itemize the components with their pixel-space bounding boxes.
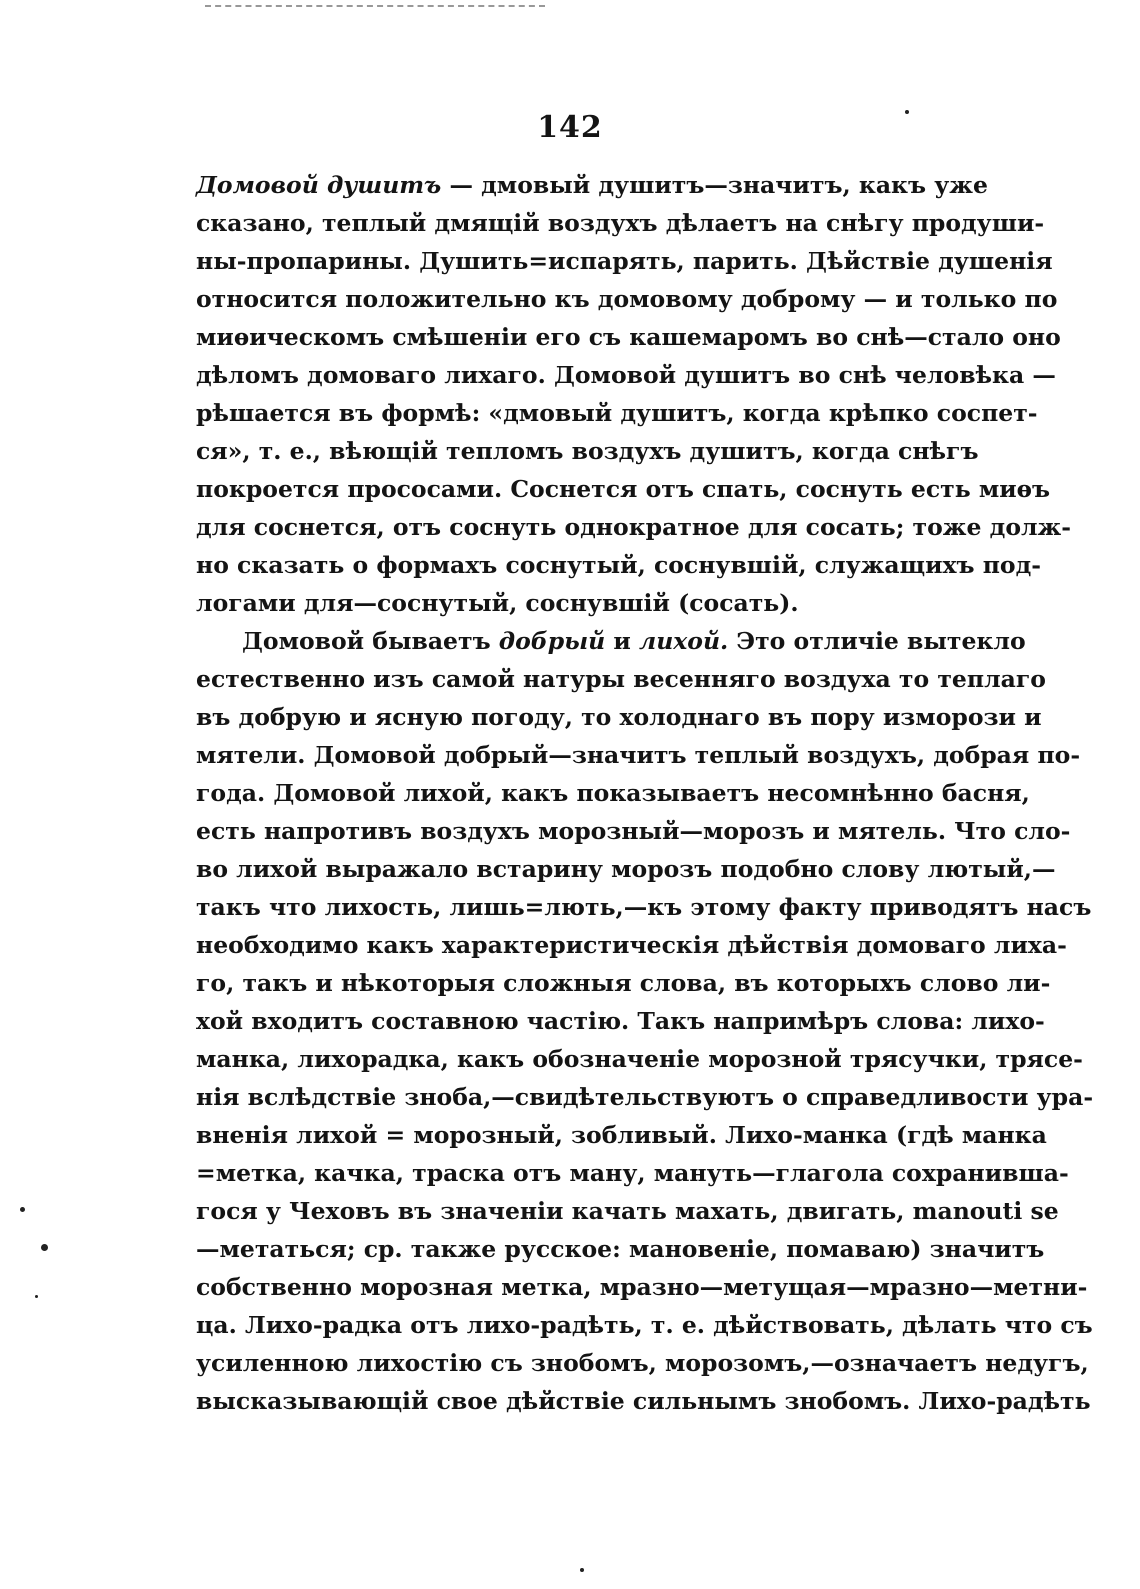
text-line	[196, 1040, 1083, 1078]
text-run: сказано, теплый дмящій воздухъ дѣлаетъ на снѣгу продуши-	[196, 209, 1045, 237]
text-run: такъ что лихость, лишь=лють,—къ этому факту приводятъ насъ	[196, 893, 1092, 921]
text-run: вненія лихой = морозный, зобливый. Лихо-манка (гдѣ манка	[196, 1121, 1047, 1149]
text-run: покроется прососами. Соснется отъ спать, соснуть есть миѳъ	[196, 475, 1051, 503]
text-run: рѣшается въ формѣ: «дмовый душитъ, когда крѣпко соспет-	[196, 399, 1038, 427]
text-line	[196, 888, 1092, 926]
text-line	[196, 470, 1051, 508]
text-run: дѣломъ домоваго лихаго. Домовой душитъ во снѣ человѣка —	[196, 361, 1056, 389]
text-run: есть напротивъ воздухъ морозный—морозъ и мятель. Что сло-	[196, 817, 1071, 845]
page-number: 142	[537, 110, 603, 145]
text-line	[196, 1230, 1045, 1268]
text-run: и	[605, 627, 639, 655]
body-text	[196, 166, 1094, 1420]
text-line	[196, 546, 1042, 584]
speck-5	[580, 1568, 584, 1572]
text-run: —метаться; ср. также русское: мановеніе, помаваю) значитъ	[196, 1235, 1045, 1263]
text-line	[196, 1268, 1088, 1306]
text-line	[196, 926, 1067, 964]
text-run: хой входитъ составною частію. Такъ напримѣръ слова: лихо-	[196, 1007, 1045, 1035]
speck-2	[20, 1207, 25, 1212]
text-run: высказывающій свое дѣйствіе сильнымъ знобомъ. Лихо-радѣть	[196, 1387, 1091, 1415]
text-line	[196, 318, 1061, 356]
text-run: необходимо какъ характеристическія дѣйствія домоваго лиха-	[196, 931, 1067, 959]
text-line	[196, 204, 1045, 242]
text-line	[196, 1116, 1047, 1154]
text-run: для соснется, отъ соснуть однократное для сосать; тоже долж-	[196, 513, 1072, 541]
text-line	[196, 1306, 1093, 1344]
text-line	[196, 850, 1056, 888]
text-line	[196, 356, 1056, 394]
text-run: гося у Чеховъ въ значеніи качать махать, двигать, manouti se	[196, 1197, 1059, 1225]
text-run: года. Домовой лихой, какъ показываетъ несомнѣнно басня,	[196, 779, 1030, 807]
text-line	[196, 774, 1030, 812]
text-run: естественно изъ самой натуры весенняго воздуха то теплаго	[196, 665, 1046, 693]
text-line	[196, 1382, 1091, 1420]
text-line	[196, 432, 979, 470]
text-run: логами для—соснутый, соснувшій (сосать).	[196, 589, 799, 617]
text-line	[196, 964, 1051, 1002]
text-line	[196, 812, 1071, 850]
text-line	[196, 394, 1038, 432]
text-line	[196, 280, 1058, 318]
text-run: =метка, качка, траска отъ ману, мануть—глагола сохранивша-	[196, 1159, 1069, 1187]
text-run: — дмовый душитъ—значитъ, какъ уже	[441, 171, 988, 199]
text-run: ся», т. е., вѣющій тепломъ воздухъ душитъ, когда снѣгъ	[196, 437, 979, 465]
text-line	[196, 736, 1081, 774]
text-run: но сказать о формахъ соснутый, соснувшій, служащихъ под-	[196, 551, 1042, 579]
text-line	[196, 1078, 1094, 1116]
text-run: миѳическомъ смѣшеніи его съ кашемаромъ во снѣ—стало оно	[196, 323, 1061, 351]
text-run: нія вслѣдствіе зноба,—свидѣтельствуютъ о справедливости ура-	[196, 1083, 1094, 1111]
speck-3	[41, 1244, 48, 1251]
text-line	[196, 1344, 1089, 1382]
text-line	[196, 166, 988, 204]
text-line	[196, 698, 1042, 736]
text-run: относится положительно къ домовому доброму — и только по	[196, 285, 1058, 313]
text-run: ны-пропарины. Душить=испарять, парить. Дѣйствіе душенія	[196, 247, 1053, 275]
text-line	[196, 660, 1046, 698]
text-run: Домовой бываетъ	[242, 627, 499, 655]
text-run: го, такъ и нѣкоторыя сложныя слова, въ которыхъ слово ли-	[196, 969, 1051, 997]
italic-term: Домовой душитъ	[196, 171, 442, 199]
text-run: собственно морозная метка, мразно—метущая—мразно—метни-	[196, 1273, 1088, 1301]
speck-4	[35, 1295, 38, 1298]
text-run: во лихой выражало встарину морозъ подобно слову лютый,—	[196, 855, 1056, 883]
text-run: мятели. Домовой добрый—значитъ теплый воздухъ, добрая по-	[196, 741, 1081, 769]
text-run: въ добрую и ясную погоду, то холоднаго въ пору изморози и	[196, 703, 1042, 731]
italic-term: лихой.	[639, 627, 729, 655]
top-edge-rule	[205, 5, 545, 7]
text-run: усиленною лихостію съ знобомъ, морозомъ,—означаетъ недугъ,	[196, 1349, 1089, 1377]
text-line	[196, 584, 936, 622]
text-line	[196, 1192, 1059, 1230]
text-line	[196, 242, 1053, 280]
text-run: ца. Лихо-радка отъ лихо-радѣть, т. е. дѣйствовать, дѣлать что съ	[196, 1311, 1093, 1339]
text-line	[196, 1002, 1045, 1040]
text-line	[196, 508, 1072, 546]
italic-term: добрый	[498, 627, 606, 655]
text-line	[196, 622, 1026, 660]
text-line	[196, 1154, 1069, 1192]
text-run: манка, лихорадка, какъ обозначеніе морозной трясучки, трясе-	[196, 1045, 1083, 1073]
text-run: Это отличіе вытекло	[728, 627, 1026, 655]
